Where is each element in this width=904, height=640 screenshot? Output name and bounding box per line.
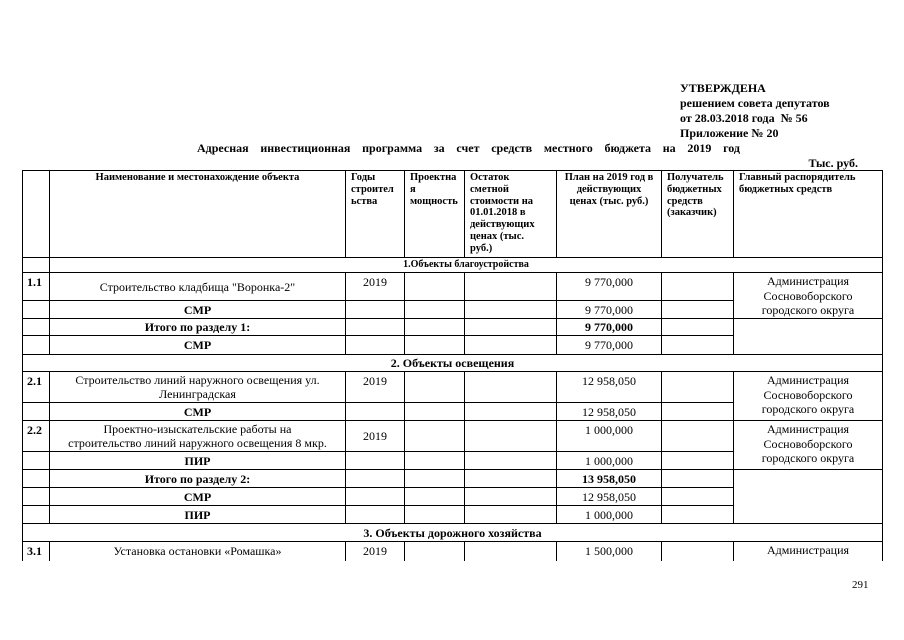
object-number (23, 336, 50, 355)
construction-years: 2019 (346, 421, 405, 452)
header-number-cell (23, 171, 50, 258)
design-capacity (405, 319, 465, 336)
plan-2019-value: 12 958,050 (557, 488, 662, 506)
table-head (23, 171, 883, 258)
works-type: СМР (50, 301, 346, 319)
budget-recipient (662, 488, 734, 506)
construction-years (346, 403, 405, 421)
budget-recipient (662, 452, 734, 470)
design-capacity (405, 336, 465, 355)
approval-stamp (680, 81, 830, 141)
plan-2019-value: 1 000,000 (557, 452, 662, 470)
section-header-row (23, 524, 883, 542)
chief-budget-manager: Администрация Сосновоборского городского округа (734, 273, 883, 319)
budget-recipient (662, 403, 734, 421)
plan-2019-value: 1 500,000 (557, 542, 662, 562)
remaining-estimated-cost (465, 470, 557, 488)
remaining-estimated-cost (465, 319, 557, 336)
remaining-estimated-cost (465, 273, 557, 301)
remaining-estimated-cost (465, 452, 557, 470)
section-header-row (23, 258, 883, 273)
chief-budget-manager: Администрация Сосновоборского городского округа (734, 421, 883, 470)
section-total-label: Итого по разделу 2: (50, 470, 346, 488)
section-total-label: Итого по разделу 1: (50, 319, 346, 336)
document-title: Адресная инвестиционная программа за счет средств местного бюджета на 2019 год (197, 141, 740, 155)
construction-years (346, 452, 405, 470)
object-number (23, 470, 50, 488)
section-total-row (23, 470, 883, 488)
header-construction-years: Годы строител ьства (346, 171, 405, 258)
table (22, 170, 883, 561)
object-number: 2.2 (23, 421, 50, 452)
object-number (23, 319, 50, 336)
construction-years (346, 319, 405, 336)
table-header-row (23, 171, 883, 258)
approval-date-number: от 28.03.2018 года № 56 (680, 111, 808, 125)
section-total-row (23, 319, 883, 336)
section-total-value: 13 958,050 (557, 470, 662, 488)
object-row (23, 273, 883, 301)
object-number (23, 488, 50, 506)
object-number (23, 452, 50, 470)
section-title: 3. Объекты дорожного хозяйства (23, 524, 883, 542)
object-number (23, 403, 50, 421)
construction-years (346, 506, 405, 524)
header-remaining-cost: Остаток сметной стоимости на 01.01.2018 в действующих ценах (тыс. руб.) (465, 171, 557, 258)
header-object-name: Наименование и местонахождение объекта (50, 171, 346, 258)
chief-budget-manager (734, 470, 883, 524)
object-row (23, 421, 883, 452)
object-name: Строительство кладбища "Воронка-2" (50, 273, 346, 301)
works-type: СМР (50, 488, 346, 506)
object-name: Установка остановки «Ромашка» (50, 542, 346, 562)
construction-years (346, 488, 405, 506)
page-number: 291 (852, 579, 869, 591)
plan-2019-value: 9 770,000 (557, 273, 662, 301)
object-row (23, 372, 883, 403)
plan-2019-value: 1 000,000 (557, 421, 662, 452)
approval-status: УТВЕРЖДЕНА (680, 81, 766, 95)
header-plan-2019: План на 2019 год в действующих ценах (тыс. руб.) (557, 171, 662, 258)
remaining-estimated-cost (465, 301, 557, 319)
remaining-estimated-cost (465, 421, 557, 452)
budget-recipient (662, 542, 734, 562)
budget-recipient (662, 301, 734, 319)
object-number (23, 506, 50, 524)
budget-recipient (662, 421, 734, 452)
approval-decision: решением совета депутатов (680, 96, 830, 110)
section-title: 2. Объекты освещения (23, 355, 883, 372)
section-number-cell (23, 258, 50, 273)
object-number (23, 301, 50, 319)
object-name: Проектно-изыскательские работы на строительство линий наружного освещения 8 мкр. (50, 421, 346, 452)
remaining-estimated-cost (465, 488, 557, 506)
object-row (23, 542, 883, 562)
units-label: Тыс. руб. (808, 156, 858, 170)
chief-budget-manager (734, 319, 883, 355)
plan-2019-value: 9 770,000 (557, 301, 662, 319)
design-capacity (405, 301, 465, 319)
chief-budget-manager: Администрация (734, 542, 883, 562)
remaining-estimated-cost (465, 336, 557, 355)
budget-recipient (662, 470, 734, 488)
design-capacity (405, 488, 465, 506)
design-capacity (405, 452, 465, 470)
budget-recipient (662, 506, 734, 524)
chief-budget-manager: Администрация Сосновоборского городского округа (734, 372, 883, 421)
plan-2019-value: 9 770,000 (557, 336, 662, 355)
design-capacity (405, 470, 465, 488)
header-chief-budget-manager: Главный распорядитель бюджетных средств (734, 171, 883, 258)
plan-2019-value: 1 000,000 (557, 506, 662, 524)
works-type: ПИР (50, 506, 346, 524)
approval-appendix: Приложение № 20 (680, 126, 779, 140)
budget-recipient (662, 273, 734, 301)
budget-recipient (662, 372, 734, 403)
remaining-estimated-cost (465, 372, 557, 403)
design-capacity (405, 506, 465, 524)
construction-years: 2019 (346, 372, 405, 403)
construction-years (346, 301, 405, 319)
plan-2019-value: 12 958,050 (557, 403, 662, 421)
budget-recipient (662, 319, 734, 336)
construction-years: 2019 (346, 542, 405, 562)
budget-recipient (662, 336, 734, 355)
works-type: СМР (50, 403, 346, 421)
design-capacity (405, 273, 465, 301)
design-capacity (405, 542, 465, 562)
remaining-estimated-cost (465, 403, 557, 421)
object-number: 1.1 (23, 273, 50, 301)
section-header-row (23, 355, 883, 372)
design-capacity (405, 421, 465, 452)
plan-2019-value: 12 958,050 (557, 372, 662, 403)
table-body (23, 258, 883, 562)
header-design-capacity: Проектна я мощность (405, 171, 465, 258)
investment-program-table (21, 169, 885, 561)
construction-years: 2019 (346, 273, 405, 301)
object-number: 3.1 (23, 542, 50, 562)
section-total-value: 9 770,000 (557, 319, 662, 336)
header-budget-recipient: Получатель бюджетных средств (заказчик) (662, 171, 734, 258)
works-type: ПИР (50, 452, 346, 470)
construction-years (346, 470, 405, 488)
design-capacity (405, 372, 465, 403)
section-title: 1.Объекты благоустройства (50, 258, 883, 273)
works-type: СМР (50, 336, 346, 355)
object-name: Строительство линий наружного освещения ул. Ленинградская (50, 372, 346, 403)
remaining-estimated-cost (465, 506, 557, 524)
construction-years (346, 336, 405, 355)
design-capacity (405, 403, 465, 421)
object-number: 2.1 (23, 372, 50, 403)
remaining-estimated-cost (465, 542, 557, 562)
